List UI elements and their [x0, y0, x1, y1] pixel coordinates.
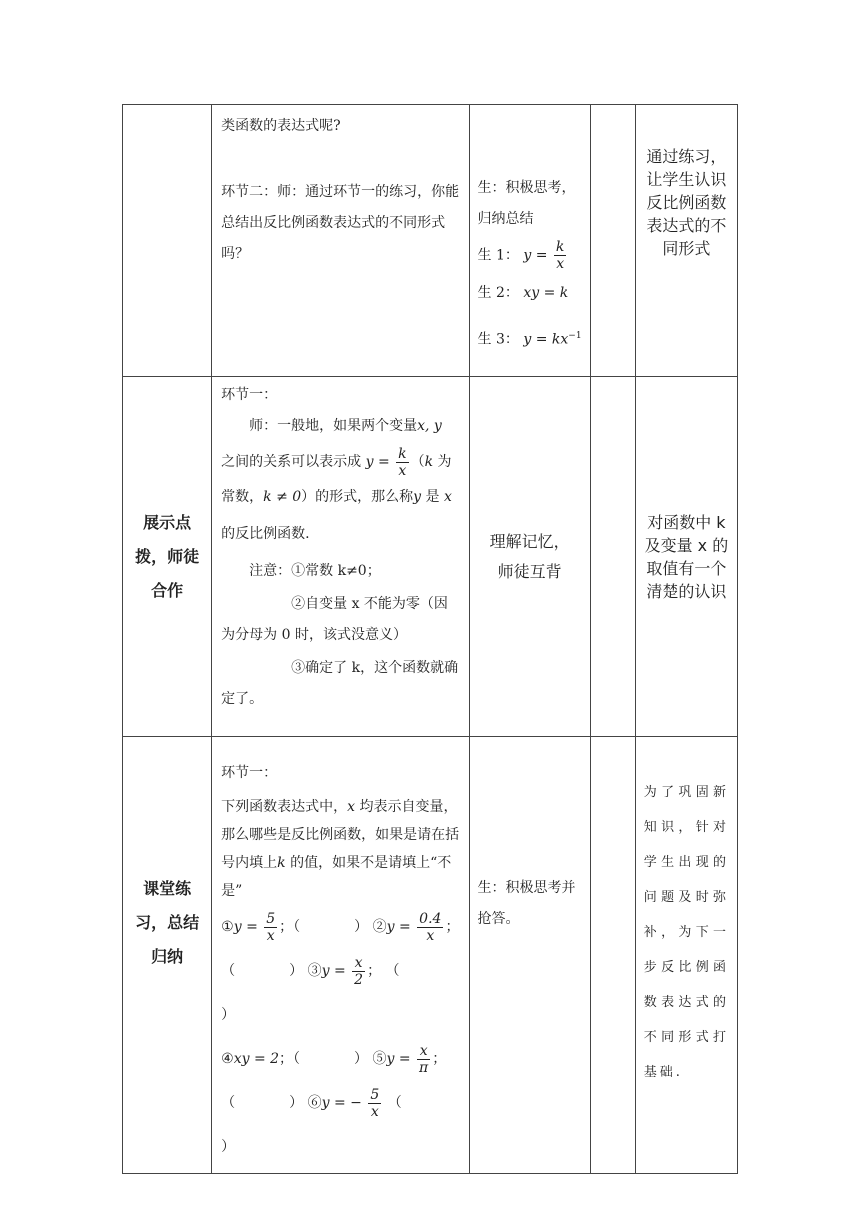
exercise-line: （ ） ③y = $\frac{x}{2}$ ； （） — [221, 954, 400, 1023]
exercise-line: ①y = $\frac{5}{x}$ ；（ ） ②y = $\frac{0.4}{x}$ ； — [221, 910, 460, 944]
table-row — [123, 377, 738, 737]
section-cell: 展示点拨，师徒合作 — [123, 377, 212, 737]
table-row — [123, 105, 738, 377]
student-answer-3: 生 3： $y = kx^{-1}$ — [477, 331, 582, 348]
student-activity-cell: 生：积极思考并抢答。 — [469, 737, 590, 1174]
exercise-line: （ ） ⑥y = − $\frac{5}{x}$ （） — [221, 1086, 402, 1155]
blank-cell — [590, 737, 635, 1174]
fraction: $\frac{k}{x}$ — [398, 445, 407, 479]
teacher-text: 环节二：师：通过环节一的练习，你能总结出反比例函数表达式的不同形式吗？ — [221, 184, 460, 262]
teacher-activity-cell — [212, 105, 469, 377]
design-intent-cell: 对函数中 k 及变量 x 的取值有一个清楚的认识 — [635, 377, 737, 737]
blank-cell — [590, 377, 635, 737]
teacher-text: 类函数的表达式呢? — [221, 118, 341, 134]
student-activity-cell: 理解记忆，师徒互背 — [469, 377, 590, 737]
teacher-activity-cell: 环节一： 下列函数表达式中，x 均表示自变量，那么哪些是反比例函数，如果是请在括号内填上k 的值，如果不是请填上“不是” ①y = $\frac{5}{x}$ ；（ ） ②y = $\frac{0.4}{x}$ ； （ ） ③y = $\frac{x}{2}$ ； （） ④xy = 2；（ ） ⑤y = $\frac{x}{\pi}$ ； （ ） ⑥y = − $\frac{5}{x}$ （） — [212, 737, 469, 1174]
lesson-plan-table — [122, 104, 738, 1174]
student-answer-2: 生 2： xy = k — [477, 285, 569, 301]
section-cell — [123, 105, 212, 377]
blank-cell — [590, 105, 635, 377]
student-answer-1: 生 1： y = $\frac{k}{x}$ — [477, 239, 565, 272]
student-text: 生：积极思考，归纳总结 — [477, 180, 576, 227]
table-row — [123, 737, 738, 1174]
design-intent-cell: 通过练习，让学生认识反比例函数表达式的不同形式 — [635, 105, 737, 377]
section-cell: 课堂练习，总结归纳 — [123, 737, 212, 1174]
fraction: $\frac{k}{x}$ — [555, 239, 565, 272]
exercise-line: ④xy = 2；（ ） ⑤y = $\frac{x}{\pi}$ ； — [221, 1042, 447, 1076]
teacher-activity-cell: 环节一： 师：一般地，如果两个变量x, y 之间的关系可以表示成 y = $\frac{k}{x}$ （k 为 常数，k ≠ 0）的形式，那么称y 是 x 的反比例函数. 注意：①常数 k≠0； ②自变量 x 不能为零（因为分母为 0 时，该式没意义） ③确定了 k，这个函数就确定了。 — [212, 377, 469, 737]
design-intent-cell: 为了巩固新知识，针对学生出现的问题及时弥补，为下一步反比例函数表达式的不同形式打基础. — [635, 737, 737, 1174]
student-activity-cell — [469, 105, 590, 377]
